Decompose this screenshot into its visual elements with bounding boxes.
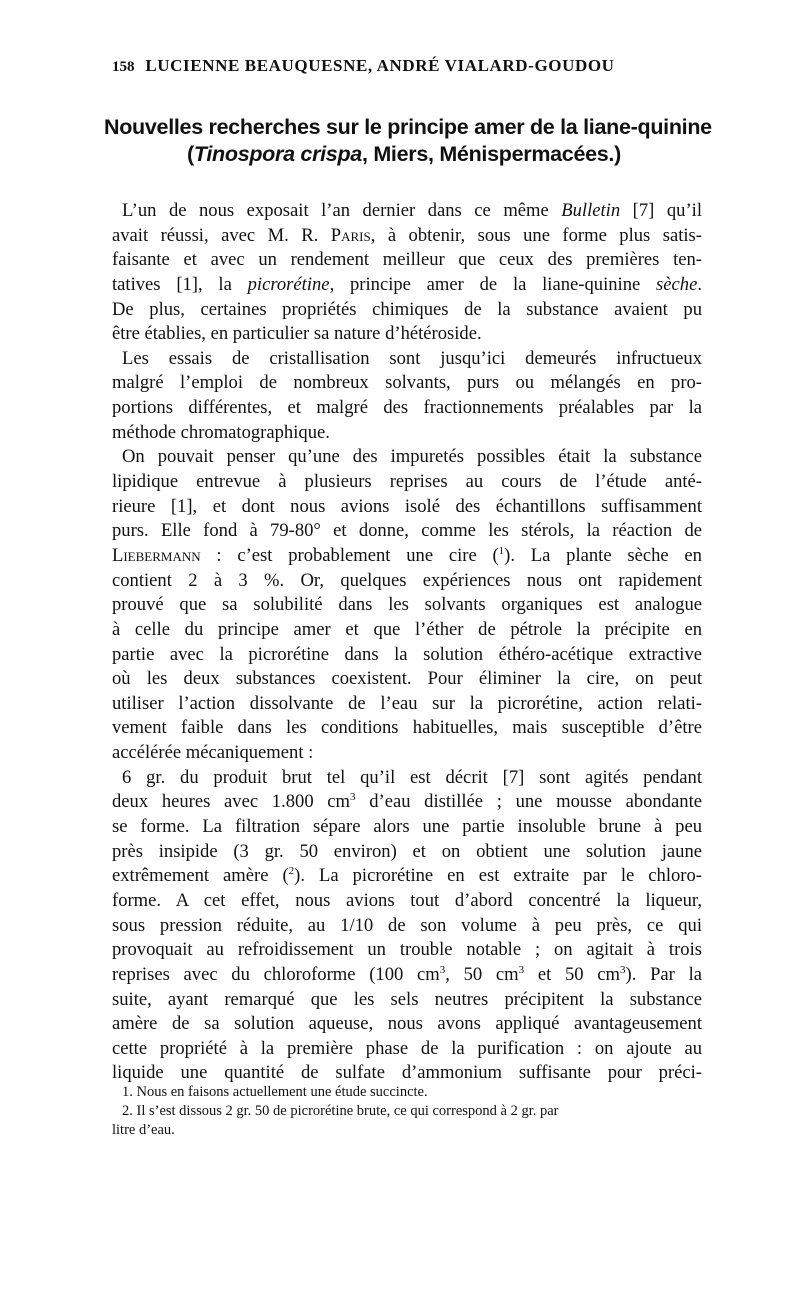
p4-line: 6 gr. du produit brut tel qu’il est décrit [7] sont agités pendant — [122, 766, 702, 788]
exponent: 3 — [350, 791, 356, 804]
text-run: d’eau distillée ; une mousse abondante — [355, 791, 702, 813]
title-line-1: Nouvelles recherches sur le principe amer de la liane-quinine — [104, 115, 712, 139]
text-run: deux heures avec 1.800 cm — [112, 791, 351, 813]
running-head — [112, 56, 702, 76]
p3-line: vement faible dans les conditions habituelles, mais susceptible d’être — [112, 717, 702, 739]
title-paren-open: ( — [187, 142, 194, 166]
text-run: , à obtenir, sous une forme plus satis- — [370, 224, 702, 246]
footnotes — [112, 1083, 702, 1140]
exponent: 3 — [439, 963, 446, 976]
footnote-1: 1. Nous en faisons actuellement une étude succincte. — [122, 1084, 428, 1100]
p1-line: faisante et avec un rendement meilleur que ceux des premières ten- — [112, 249, 702, 271]
p4-line: liquide une quantité de sulfate d’ammonium suffisante pour préci- — [112, 1062, 702, 1084]
p1-line — [112, 224, 702, 249]
text-run: ). Par la — [625, 963, 702, 985]
p4-line: sous pression réduite, au 1/10 de son volume à peu près, ce qui — [112, 914, 702, 936]
p3-line: prouvé que sa solubilité dans les solvants organiques est analogue — [112, 594, 702, 616]
p3-line: contient 2 à 3 %. Or, quelques expériences nous ont rapidement — [112, 569, 702, 591]
text-run: ). La plante sèche en — [504, 544, 702, 566]
page-number: 158 — [112, 59, 135, 75]
term-italic: sèche — [656, 273, 698, 295]
p3-line: à celle du principe amer et que l’éther de pétrole la précipite en — [112, 618, 702, 640]
p1-line: De plus, certaines propriétés chimiques de la substance avaient pu — [112, 298, 702, 320]
p4-line: cette propriété à la première phase de la purification : on ajoute au — [112, 1037, 702, 1059]
p3-line: lipidique entrevue à plusieurs reprises au cours de l’étude anté- — [112, 471, 702, 493]
author-name: Liebermann — [112, 544, 201, 566]
title-line-2-rest: , Miers, Ménispermacées.) — [361, 142, 621, 166]
text-run: et 50 cm — [524, 963, 621, 985]
text-run: extrêmement amère ( — [112, 865, 289, 887]
text-run: . — [697, 273, 702, 295]
p3-line: purs. Elle fond à 79-80° et donne, comme les stérols, la réaction de — [112, 520, 702, 542]
journal-name: Bulletin — [561, 200, 621, 221]
p2-line: méthode chromatographique. — [112, 421, 330, 443]
p3-line: utiliser l’action dissolvante de l’eau sur la picrorétine, action relati- — [112, 692, 702, 714]
p4-line — [112, 790, 702, 815]
p1-line — [112, 199, 702, 224]
p1-line: être établies, en particulier sa nature d’hétéroside. — [112, 323, 482, 345]
p4-line — [112, 963, 702, 988]
article-title — [104, 114, 712, 168]
p4-line: provoquait au refroidissement un trouble notable ; on agitait à trois — [112, 939, 702, 961]
author-name: Paris — [330, 224, 371, 246]
exponent: 3 — [518, 963, 525, 976]
p3-line: où les deux substances coexistent. Pour éliminer la cire, on peut — [112, 668, 702, 690]
p3-line: partie avec la picrorétine dans la solution éthéro-acétique extractive — [112, 643, 702, 665]
p4-line: amère de sa solution aqueuse, nous avons appliqué avantageusement — [112, 1013, 702, 1035]
text-run: L’un de nous exposait l’an dernier dans ce même — [122, 200, 549, 221]
title-line-2 — [104, 141, 704, 168]
p4-line: forme. A cet effet, nous avions tout d’abord concentré la liqueur, — [112, 889, 702, 911]
footnote-2-continuation: litre d’eau. — [112, 1122, 175, 1138]
text-run: reprises avec du chloroforme (100 cm — [112, 963, 440, 985]
text-run: , 50 cm — [445, 963, 519, 985]
text-run: : c’est probablement une cire ( — [200, 544, 499, 566]
p2-line: Les essais de cristallisation sont jusqu’ici demeurés infructueux — [122, 347, 702, 369]
p4-line — [112, 864, 702, 889]
text-run: ). La picrorétine en est extraite par le chloro- — [294, 865, 702, 887]
p3-line: On pouvait penser qu’une des impuretés possibles était la substance — [122, 446, 702, 468]
footnote-ref: 1 — [498, 544, 505, 557]
p4-line: près insipide (3 gr. 50 environ) et on obtient une solution jaune — [112, 840, 702, 862]
text-run: tatives [1], la — [112, 273, 232, 295]
term-italic: picrorétine — [247, 273, 330, 295]
title-species: Tinospora crispa — [193, 142, 362, 166]
footnote-ref: 2 — [288, 865, 295, 878]
exponent: 3 — [620, 963, 626, 976]
p3-line: rieure [1], et dont nous avions isolé des échantillons suffisamment — [112, 495, 702, 517]
p2-line: malgré l’emploi de nombreux solvants, purs ou mélangés en pro- — [112, 372, 702, 394]
running-head-authors: LUCIENNE BEAUQUESNE, ANDRÉ VIALARD-GOUDOU — [145, 56, 615, 75]
p4-line: se forme. La filtration sépare alors une partie insoluble brune à peu — [112, 816, 702, 838]
article-body — [112, 199, 702, 1086]
p3-line — [112, 544, 702, 569]
p2-line: portions différentes, et malgré des fractionnements préalables par la — [112, 397, 702, 419]
text-run: , principe amer de la liane-quinine — [329, 273, 641, 295]
p1-line — [112, 273, 702, 298]
p3-line: accélérée mécaniquement : — [112, 742, 314, 764]
text-run: [7] qu’il — [632, 200, 702, 221]
p4-line: suite, ayant remarqué que les sels neutres précipitent la substance — [112, 988, 702, 1010]
text-run: avait réussi, avec M. R. — [112, 224, 319, 246]
footnote-2: 2. Il s’est dissous 2 gr. 50 de picrorétine brute, ce qui correspond à 2 gr. par — [122, 1103, 559, 1119]
